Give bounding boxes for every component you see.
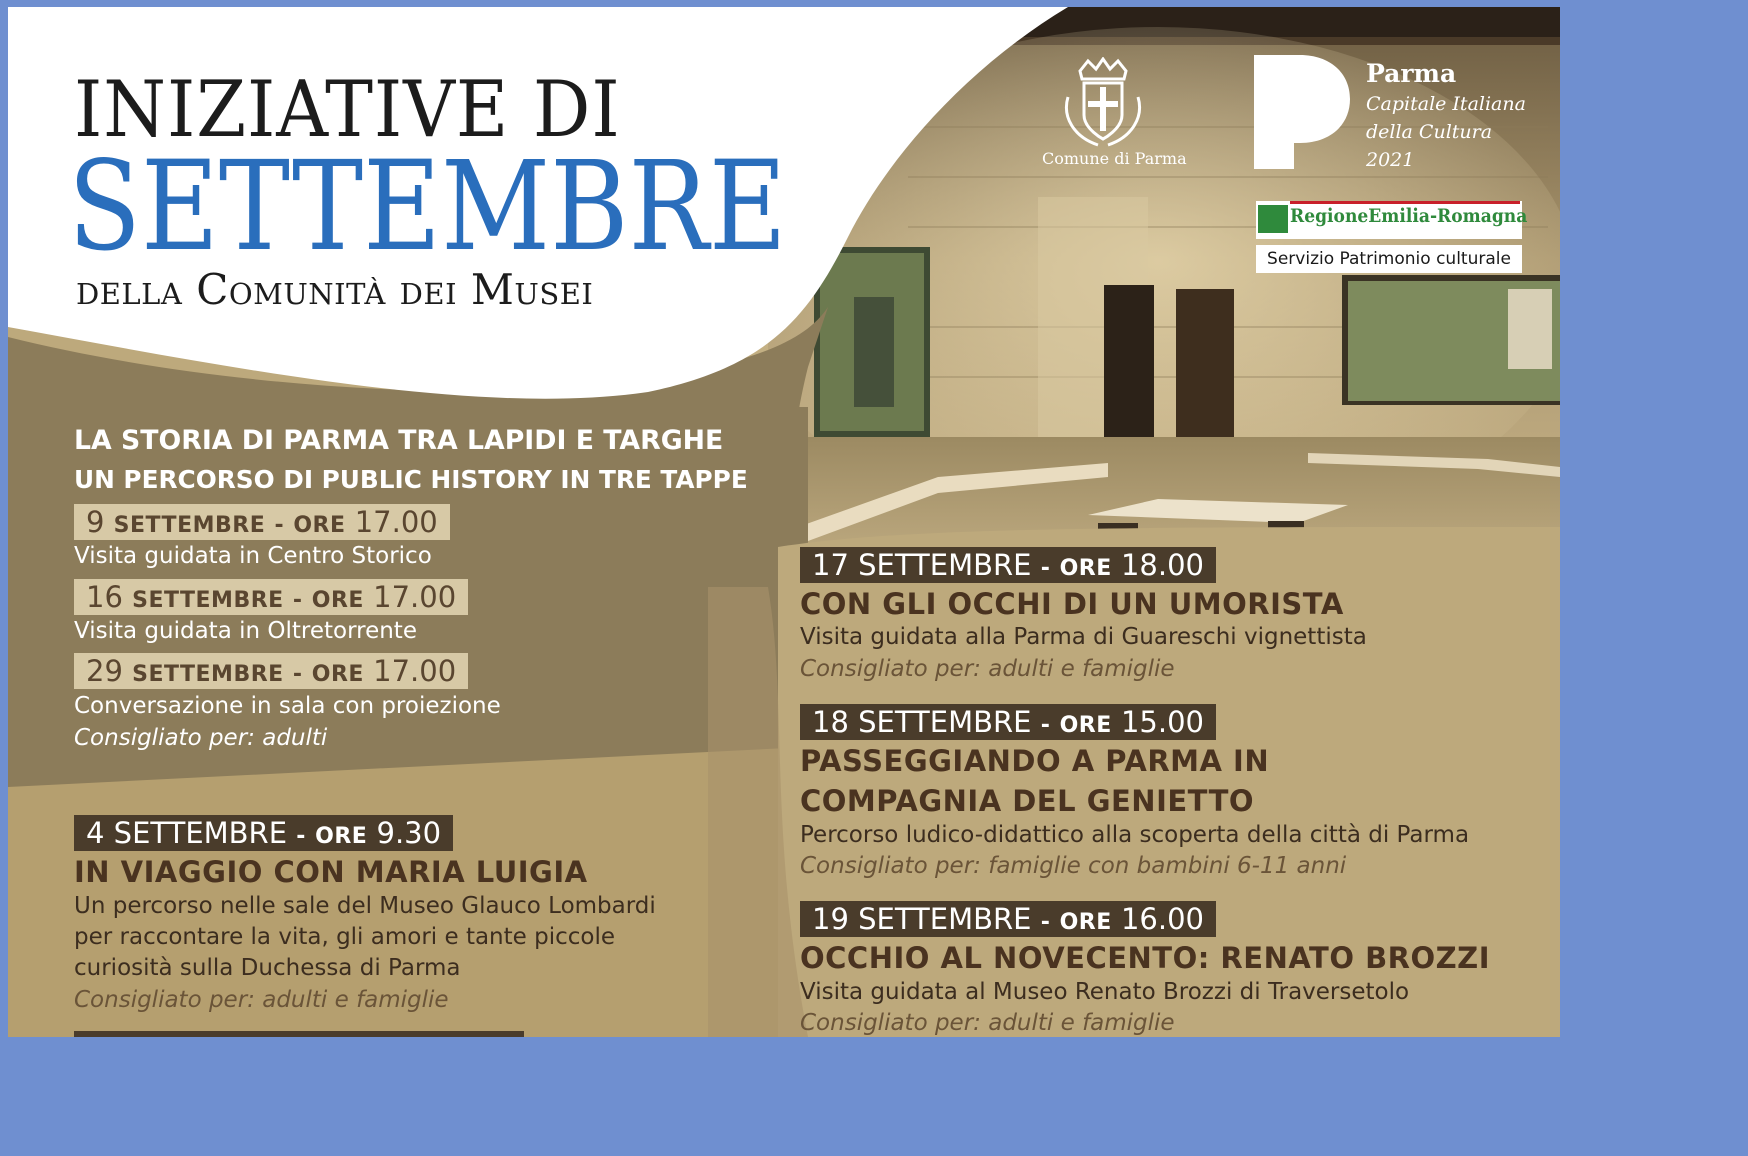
parma-tagline-1: Capitale Italiana: [1366, 93, 1526, 115]
event-title-2: CON GLI OCCHI DI UN UMORISTA: [800, 587, 1344, 621]
chip-date: 19 SETTEMBRE: [812, 902, 1032, 936]
parma-name: Parma: [1366, 59, 1457, 88]
chip-time: 17.00: [373, 654, 457, 688]
chip-date: 17 SETTEMBRE: [812, 548, 1032, 582]
series-date-chip-1: [74, 504, 450, 540]
comune-label: Comune di Parma: [1042, 149, 1187, 168]
chip-month: SETTEMBRE: [132, 662, 284, 687]
chip-time: 17.00: [373, 580, 457, 614]
event-recommended-4: Consigliato per: adulti e famiglie: [800, 1010, 1175, 1036]
chip-day: 29: [86, 654, 123, 688]
event-date-chip-1: [74, 815, 453, 851]
parma-tagline-2: della Cultura: [1366, 121, 1493, 143]
series-date-desc-2: Visita guidata in Oltretorrente: [74, 618, 417, 644]
chip-date: 4 SETTEMBRE: [86, 816, 288, 850]
chip-date: 18 SETTEMBRE: [812, 705, 1032, 739]
series-title-2: UN PERCORSO DI PUBLIC HISTORY IN TRE TAPPE: [74, 465, 748, 494]
comune-crest-icon: [1058, 57, 1148, 149]
event-title-1: IN VIAGGIO CON MARIA LUIGIA: [74, 855, 588, 889]
parma-p-logo-icon: [1254, 55, 1350, 169]
region-logo: [1256, 201, 1528, 239]
event-title-3-line2: COMPAGNIA DEL GENIETTO: [800, 784, 1255, 818]
chip-ore: ORE: [1059, 910, 1112, 935]
event-title-3-line1: PASSEGGIANDO A PARMA IN: [800, 744, 1270, 778]
event-desc-3: Percorso ludico-didattico alla scoperta della città di Parma: [800, 822, 1470, 848]
chip-sep: -: [1040, 556, 1051, 581]
chip-sep: -: [1040, 910, 1051, 935]
chip-time: 15.00: [1120, 705, 1204, 739]
chip-ore: ORE: [1059, 713, 1112, 738]
series-recommended: Consigliato per: adulti: [74, 725, 328, 751]
chip-time: 18.00: [1120, 548, 1204, 582]
event-date-chip-4: [800, 901, 1216, 937]
title-line-3: della Comunità dei Musei: [76, 265, 594, 314]
chip-ore: ORE: [1059, 556, 1112, 581]
chip-ore: ORE: [315, 824, 368, 849]
chip-sep: -: [292, 588, 303, 613]
series-title-1: LA STORIA DI PARMA TRA LAPIDI E TARGHE: [74, 425, 724, 456]
region-red-line: [1290, 201, 1520, 204]
event-desc-1-line3: curiosità sulla Duchessa di Parma: [74, 955, 461, 981]
chip-month: SETTEMBRE: [113, 513, 266, 538]
chip-ore: ORE: [311, 588, 364, 613]
chip-sep: -: [296, 824, 306, 849]
event-title-4: OCCHIO AL NOVECENTO: RENATO BROZZI: [800, 941, 1491, 975]
event-date-chip-3: [800, 704, 1216, 740]
event-recommended-1: Consigliato per: adulti e famiglie: [74, 987, 449, 1013]
chip-time: 16.00: [1120, 902, 1204, 936]
series-date-desc-1: Visita guidata in Centro Storico: [74, 543, 432, 569]
parma-year: 2021: [1366, 149, 1415, 171]
region-label: RegioneEmilia-Romagna: [1290, 205, 1528, 227]
series-date-desc-3: Conversazione in sala con proiezione: [74, 693, 501, 719]
event-poster: [8, 7, 1560, 1037]
chip-sep: -: [274, 513, 285, 538]
event-recommended-2: Consigliato per: adulti e famiglie: [800, 656, 1175, 682]
chip-ore: ORE: [293, 513, 346, 538]
chip-day: 16: [86, 580, 123, 614]
chip-ore: ORE: [311, 662, 364, 687]
region-flag-icon: [1258, 205, 1288, 233]
event-desc-1-line1: Un percorso nelle sale del Museo Glauco Lombardi: [74, 893, 656, 919]
series-date-chip-2: [74, 579, 468, 615]
title-line-1: INIZIATIVE DI: [74, 65, 621, 155]
event-desc-4: Visita guidata al Museo Renato Brozzi di Traversetolo: [800, 979, 1410, 1005]
event-recommended-3: Consigliato per: famiglie con bambini 6-11 anni: [800, 853, 1347, 879]
next-chip-partial: [74, 1031, 524, 1037]
region-service-label: Servizio Patrimonio culturale: [1256, 245, 1522, 273]
event-desc-1-line2: per raccontare la vita, gli amori e tante piccole: [74, 924, 616, 950]
chip-day: 9: [86, 505, 105, 539]
event-date-chip-2: [800, 547, 1216, 583]
event-desc-2: Visita guidata alla Parma di Guareschi vignettista: [800, 624, 1367, 650]
series-date-chip-3: [74, 653, 468, 689]
title-line-2: SETTEMBRE: [68, 135, 787, 279]
chip-month: SETTEMBRE: [132, 588, 284, 613]
chip-sep: -: [1040, 713, 1051, 738]
chip-sep: -: [292, 662, 303, 687]
chip-time: 17.00: [354, 505, 438, 539]
chip-time: 9.30: [376, 816, 442, 850]
